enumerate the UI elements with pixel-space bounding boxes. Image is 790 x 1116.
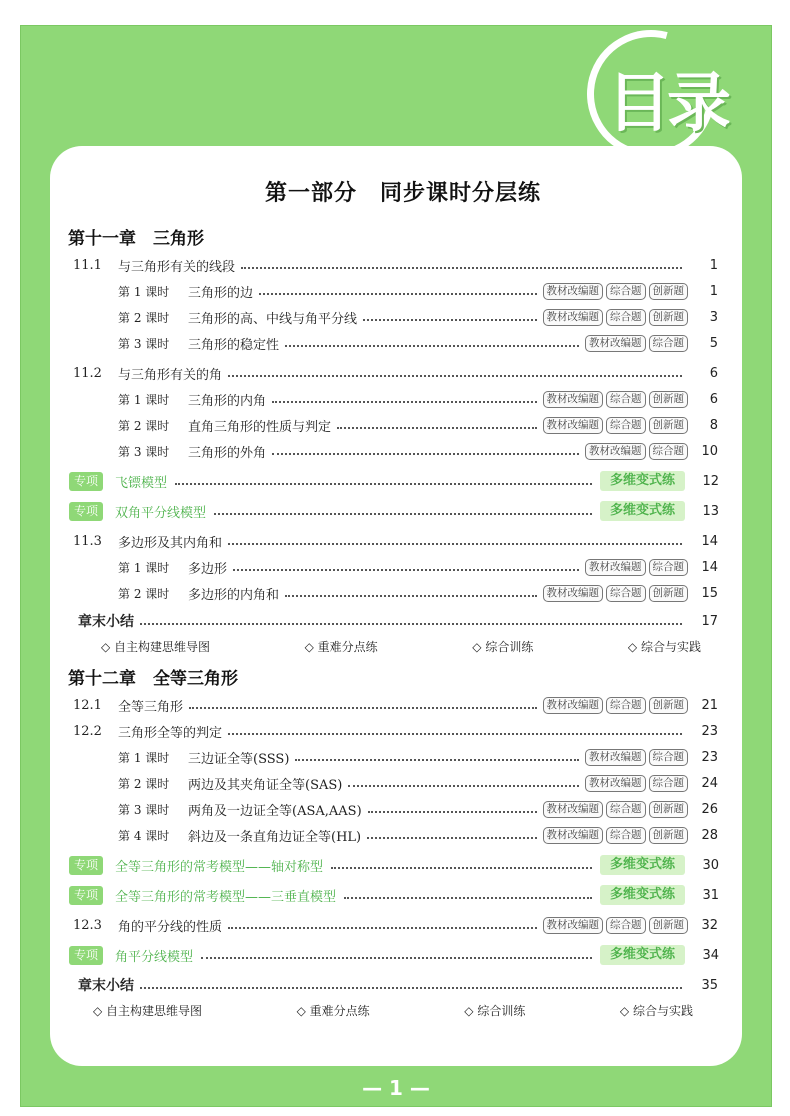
lesson-title: 两角及一边证全等(ASA,AAS) xyxy=(188,803,362,819)
section-title: 多边形及其内角和 xyxy=(118,535,223,551)
tag-zh: 综合题 xyxy=(649,749,689,766)
dot-leader xyxy=(348,785,579,787)
lesson-title: 三角形的内角 xyxy=(188,393,267,409)
variant-practice-tag: 多维变式练 xyxy=(600,855,685,875)
page-number: 21 xyxy=(701,697,718,713)
dot-leader xyxy=(175,483,592,485)
dot-leader xyxy=(201,957,592,959)
tag-zh: 综合题 xyxy=(649,559,689,576)
tag-jc: 教材改编题 xyxy=(543,417,604,434)
lesson-label: 第 3 课时 xyxy=(118,444,170,459)
lesson-title: 三角形的稳定性 xyxy=(188,337,280,353)
tag-group xyxy=(543,801,689,818)
page-number: 31 xyxy=(702,887,719,903)
toc-row-11-3-l1[interactable] xyxy=(73,556,718,578)
page-number: 14 xyxy=(701,533,718,549)
tag-jc: 教材改编题 xyxy=(585,775,646,792)
section-title: 角的平分线的性质 xyxy=(118,919,223,935)
toc-row-12-2-l1[interactable] xyxy=(73,746,718,768)
lesson-title: 多边形的内角和 xyxy=(188,587,280,603)
tag-jc: 教材改编题 xyxy=(585,443,646,460)
section-number: 12.2 xyxy=(73,723,102,739)
dot-leader xyxy=(228,543,682,545)
page-number: 26 xyxy=(701,801,718,817)
lesson-title: 直角三角形的性质与判定 xyxy=(188,419,332,435)
lesson-label: 第 3 课时 xyxy=(118,336,170,351)
tag-jc: 教材改编题 xyxy=(585,749,646,766)
tag-zh: 综合题 xyxy=(649,775,689,792)
lesson-label: 第 1 课时 xyxy=(118,750,170,765)
tag-zh: 综合题 xyxy=(649,443,689,460)
toc-special-12-1[interactable] xyxy=(69,854,719,876)
tag-zh: 综合题 xyxy=(606,283,646,300)
special-badge: 专项 xyxy=(69,856,103,875)
page-number: 1 xyxy=(709,257,718,273)
page-number: 6 xyxy=(709,391,718,407)
toc-row-11-1-l1[interactable] xyxy=(73,280,718,302)
page-number: 3 xyxy=(709,309,718,325)
summary-item: ◇ 综合训练 xyxy=(472,640,534,654)
variant-practice-tag: 多维变式练 xyxy=(600,501,685,521)
tag-group xyxy=(543,417,689,434)
tag-jc: 教材改编题 xyxy=(543,391,604,408)
tag-group xyxy=(543,391,689,408)
toc-row-11-3[interactable] xyxy=(73,530,718,552)
lesson-label: 第 2 课时 xyxy=(118,776,170,791)
dot-leader xyxy=(272,401,536,403)
lesson-title: 斜边及一条直角边证全等(HL) xyxy=(188,829,362,845)
summary-item: ◇ 综合训练 xyxy=(464,1004,526,1018)
tag-cx: 创新题 xyxy=(649,417,689,434)
dot-leader xyxy=(233,569,579,571)
dot-leader xyxy=(241,267,682,269)
section-number: 12.1 xyxy=(73,697,102,713)
chapter-11-title: 第十一章 三角形 xyxy=(68,229,204,249)
page-number: 1 xyxy=(709,283,718,299)
lesson-title: 两边及其夹角证全等(SAS) xyxy=(188,777,343,793)
page-number: 30 xyxy=(702,857,719,873)
tag-zh: 综合题 xyxy=(606,585,646,602)
page-number: 28 xyxy=(701,827,718,843)
summary-title: 章末小结 xyxy=(78,614,134,630)
section-title: 三角形全等的判定 xyxy=(118,725,223,741)
special-badge: 专项 xyxy=(69,946,103,965)
tag-cx: 创新题 xyxy=(649,585,689,602)
special-badge: 专项 xyxy=(69,472,103,491)
summary-items-12 xyxy=(93,1002,693,1019)
lesson-label: 第 2 课时 xyxy=(118,418,170,433)
tag-zh: 综合题 xyxy=(649,335,689,352)
tag-zh: 综合题 xyxy=(606,309,646,326)
dot-leader xyxy=(295,759,579,761)
section-title: 全等三角形 xyxy=(118,699,184,715)
page-number: 14 xyxy=(701,559,718,575)
variant-practice-tag: 多维变式练 xyxy=(600,945,685,965)
summary-item: ◇ 自主构建思维导图 xyxy=(101,640,211,654)
summary-title: 章末小结 xyxy=(78,978,134,994)
toc-row-11-1-l3[interactable] xyxy=(73,332,718,354)
dot-leader xyxy=(363,319,536,321)
tag-cx: 创新题 xyxy=(649,697,689,714)
special-title: 角平分线模型 xyxy=(115,949,194,965)
tag-group xyxy=(585,749,688,766)
tag-jc: 教材改编题 xyxy=(543,283,604,300)
tag-zh: 综合题 xyxy=(606,417,646,434)
toc-row-11-2[interactable] xyxy=(73,362,718,384)
dot-leader xyxy=(189,707,536,709)
special-badge: 专项 xyxy=(69,886,103,905)
toc-row-12-3[interactable] xyxy=(73,914,718,936)
toc-row-12-1[interactable] xyxy=(73,694,718,716)
summary-item: ◇ 综合与实践 xyxy=(627,640,701,654)
tag-zh: 综合题 xyxy=(606,917,646,934)
page-number: 15 xyxy=(701,585,718,601)
dot-leader xyxy=(344,897,592,899)
toc-row-11-3-l2[interactable] xyxy=(73,582,718,604)
toc-row-12-2-l2[interactable] xyxy=(73,772,718,794)
lesson-title: 三角形的外角 xyxy=(188,445,267,461)
contents-logo xyxy=(587,30,737,160)
dot-leader xyxy=(285,595,536,597)
page-footer: — 1 — xyxy=(362,1076,430,1100)
dot-leader xyxy=(368,811,537,813)
tag-group xyxy=(543,585,689,602)
page-number: 35 xyxy=(701,977,718,993)
tag-cx: 创新题 xyxy=(649,391,689,408)
page-number: 17 xyxy=(701,613,718,629)
page-background xyxy=(20,25,772,1107)
toc-row-11-1-l2[interactable] xyxy=(73,306,718,328)
summary-item: ◇ 重难分点练 xyxy=(296,1004,370,1018)
tag-group xyxy=(585,559,688,576)
lesson-label: 第 2 课时 xyxy=(118,310,170,325)
lesson-label: 第 1 课时 xyxy=(118,560,170,575)
tag-cx: 创新题 xyxy=(649,801,689,818)
dot-leader xyxy=(337,427,536,429)
dot-leader xyxy=(272,453,579,455)
dot-leader xyxy=(140,623,682,625)
toc-row-12-2[interactable] xyxy=(73,720,718,742)
dot-leader xyxy=(259,293,536,295)
lesson-title: 三角形的高、中线与角平分线 xyxy=(188,311,358,327)
special-title: 全等三角形的常考模型——三垂直模型 xyxy=(115,889,337,905)
section-title: 与三角形有关的角 xyxy=(118,367,223,383)
toc-row-11-2-l2[interactable] xyxy=(73,414,718,436)
tag-cx: 创新题 xyxy=(649,917,689,934)
page-number: 12 xyxy=(702,473,719,489)
toc-row-11-1[interactable] xyxy=(73,254,718,276)
section-number: 11.2 xyxy=(73,365,102,381)
dot-leader xyxy=(228,733,682,735)
dot-leader xyxy=(140,987,682,989)
tag-jc: 教材改编题 xyxy=(543,697,604,714)
special-title: 全等三角形的常考模型——轴对称型 xyxy=(115,859,324,875)
lesson-label: 第 1 课时 xyxy=(118,392,170,407)
page-number: 5 xyxy=(709,335,718,351)
toc-row-12-2-l3[interactable] xyxy=(73,798,718,820)
tag-group xyxy=(585,775,688,792)
tag-zh: 综合题 xyxy=(606,801,646,818)
page-number: 24 xyxy=(701,775,718,791)
section-number: 11.1 xyxy=(73,257,102,273)
summary-item: ◇ 重难分点练 xyxy=(304,640,378,654)
lesson-title: 多边形 xyxy=(188,561,228,577)
dot-leader xyxy=(228,375,682,377)
special-title: 飞镖模型 xyxy=(115,475,168,491)
toc-row-11-2-l1[interactable] xyxy=(73,388,718,410)
special-badge: 专项 xyxy=(69,502,103,521)
lesson-label: 第 3 课时 xyxy=(118,802,170,817)
toc-summary-12[interactable] xyxy=(78,974,718,996)
tag-cx: 创新题 xyxy=(649,827,689,844)
dot-leader xyxy=(331,867,592,869)
tag-group xyxy=(585,443,688,460)
page-number: 8 xyxy=(709,417,718,433)
dot-leader xyxy=(228,927,536,929)
tag-group xyxy=(543,827,689,844)
lesson-title: 三角形的边 xyxy=(188,285,254,301)
dot-leader xyxy=(214,513,592,515)
special-title: 双角平分线模型 xyxy=(115,505,207,521)
page-number: 32 xyxy=(701,917,718,933)
toc-special-12-3[interactable] xyxy=(69,944,719,966)
lesson-label: 第 1 课时 xyxy=(118,284,170,299)
part-title: 第一部分 同步课时分层练 xyxy=(264,181,541,206)
tag-jc: 教材改编题 xyxy=(543,309,604,326)
chapter-12-title: 第十二章 全等三角形 xyxy=(68,669,238,689)
toc-special-12-2[interactable] xyxy=(69,884,719,906)
toc-summary-11[interactable] xyxy=(78,610,718,632)
contents-card xyxy=(50,146,742,1066)
page-number: 10 xyxy=(701,443,718,459)
tag-jc: 教材改编题 xyxy=(543,585,604,602)
tag-jc: 教材改编题 xyxy=(543,917,604,934)
section-number: 12.3 xyxy=(73,917,102,933)
tag-group xyxy=(585,335,688,352)
tag-zh: 综合题 xyxy=(606,697,646,714)
tag-cx: 创新题 xyxy=(649,283,689,300)
page-number: 23 xyxy=(701,723,718,739)
toc-row-12-2-l4[interactable] xyxy=(73,824,718,846)
tag-group xyxy=(543,697,689,714)
tag-group xyxy=(543,917,689,934)
toc-special-11-1[interactable] xyxy=(69,470,719,492)
toc-row-11-2-l3[interactable] xyxy=(73,440,718,462)
page-number: 23 xyxy=(701,749,718,765)
page-number: 13 xyxy=(702,503,719,519)
variant-practice-tag: 多维变式练 xyxy=(600,471,685,491)
tag-cx: 创新题 xyxy=(649,309,689,326)
tag-jc: 教材改编题 xyxy=(585,559,646,576)
tag-group xyxy=(543,309,689,326)
summary-item: ◇ 综合与实践 xyxy=(619,1004,693,1018)
logo-text: 目录 xyxy=(607,67,727,141)
lesson-label: 第 4 课时 xyxy=(118,828,170,843)
section-title: 与三角形有关的线段 xyxy=(118,259,236,275)
tag-group xyxy=(543,283,689,300)
tag-jc: 教材改编题 xyxy=(543,827,604,844)
tag-jc: 教材改编题 xyxy=(543,801,604,818)
section-number: 11.3 xyxy=(73,533,102,549)
dot-leader xyxy=(285,345,579,347)
tag-zh: 综合题 xyxy=(606,827,646,844)
tag-jc: 教材改编题 xyxy=(585,335,646,352)
summary-items-11 xyxy=(101,638,701,655)
toc-special-11-2[interactable] xyxy=(69,500,719,522)
summary-item: ◇ 自主构建思维导图 xyxy=(93,1004,203,1018)
page-number: 34 xyxy=(702,947,719,963)
dot-leader xyxy=(367,837,536,839)
lesson-title: 三边证全等(SSS) xyxy=(188,751,290,767)
tag-zh: 综合题 xyxy=(606,391,646,408)
lesson-label: 第 2 课时 xyxy=(118,586,170,601)
variant-practice-tag: 多维变式练 xyxy=(600,885,685,905)
page-number: 6 xyxy=(709,365,718,381)
